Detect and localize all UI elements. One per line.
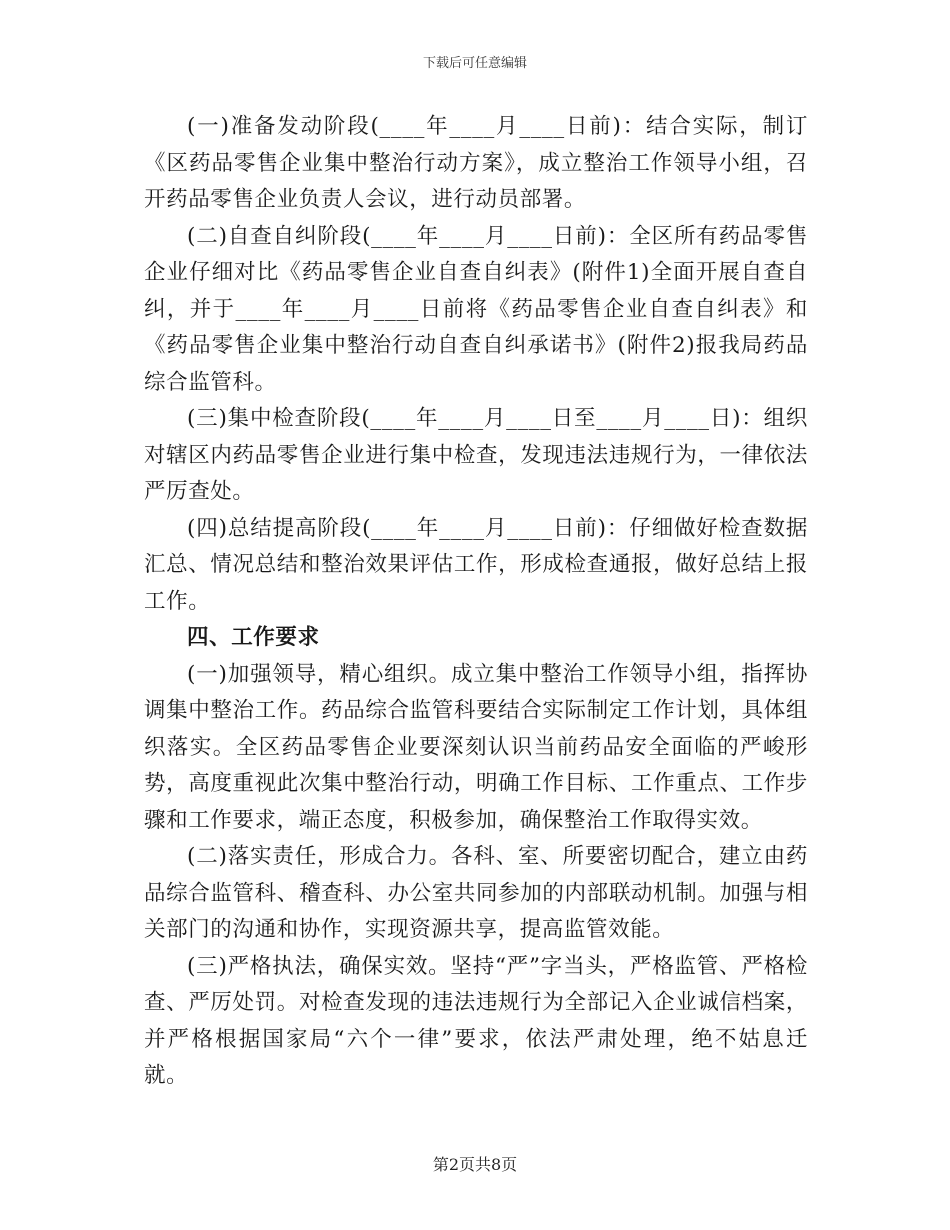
- stage-3-paragraph: (三)集中检查阶段(____年____月____日至____月____日)：组织对辖区内药品零售企业进行集中检查，发现违法违规行为，一律依法严厉查处。: [144, 406, 808, 504]
- document-body: [144, 109, 808, 1095]
- requirement-3-paragraph: (三)严格执法，确保实效。坚持“严”字当头，严格监管、严格检查、严厉处罚。对检查发现的违法违规行为全部记入企业诚信档案，并严格根据国家局“六个一律”要求，依法严肃处理，绝不姑息迁就。: [144, 953, 808, 1088]
- page-number: 第2页共8页: [432, 1155, 518, 1174]
- stage-2-paragraph: (二)自查自纠阶段(____年____月____日前)：全区所有药品零售企业仔细对比《药品零售企业自查自纠表》(附件1)全面开展自查自纠，并于____年____月____日前将《药品零售企业自查自纠表》和《药品零售企业集中整治行动自查自纠承诺书》(附件2)报我局药品综合监管科。: [144, 223, 808, 395]
- stage-4-paragraph: (四)总结提高阶段(____年____月____日前)：仔细做好检查数据汇总、情况总结和整治效果评估工作，形成检查通报，做好总结上报工作。: [144, 515, 808, 614]
- header-note: 下载后可任意编辑: [422, 56, 527, 71]
- stage-1-paragraph: (一)准备发动阶段(____年____月____日前)：结合实际，制订《区药品零售企业集中整治行动方案》，成立整治工作领导小组，召开药品零售企业负责人会议，进行动员部署。: [144, 114, 808, 212]
- requirement-2-paragraph: (二)落实责任，形成合力。各科、室、所要密切配合，建立由药品综合监管科、稽查科、办公室共同参加的内部联动机制。加强与相关部门的沟通和协作，实现资源共享，提高监管效能。: [144, 844, 808, 942]
- section-heading: 四、工作要求: [187, 625, 320, 650]
- requirement-1-paragraph: (一)加强领导，精心组织。成立集中整治工作领导小组，指挥协调集中整治工作。药品综合监管科要结合实际制定工作计划，具体组织落实。全区药品零售企业要深刻认识当前药品安全面临的严峻形势，高度重视此次集中整治行动，明确工作目标、工作重点、工作步骤和工作要求，端正态度，积极参加，确保整治工作取得实效。: [144, 661, 808, 833]
